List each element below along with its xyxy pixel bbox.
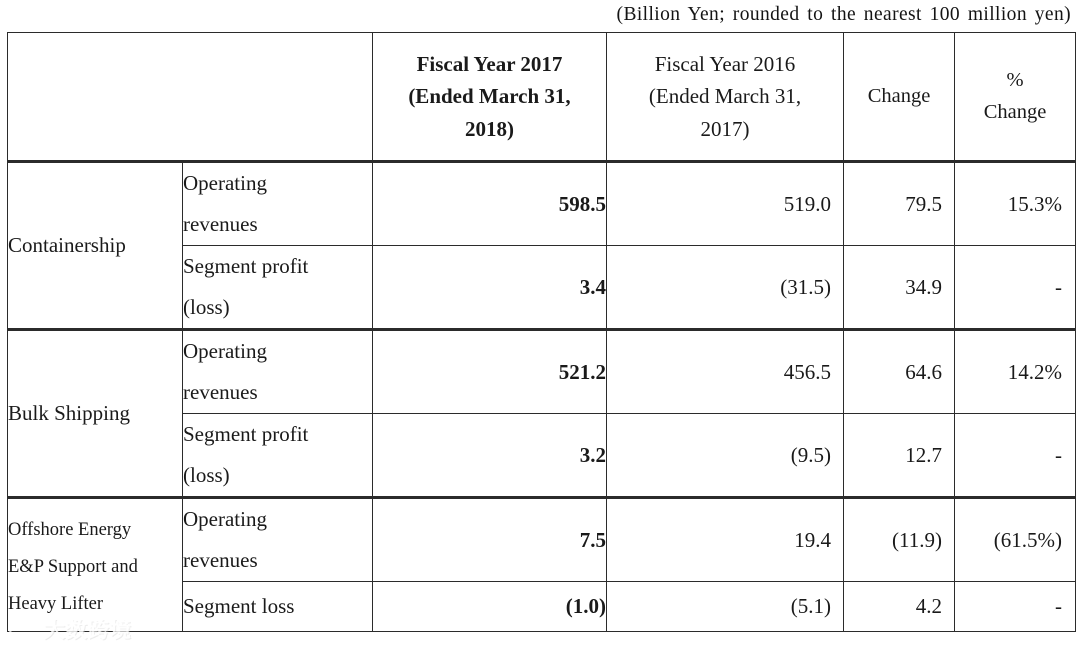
header-fy2017-line3: 2018) bbox=[465, 116, 514, 141]
item-label-line2: revenues bbox=[183, 548, 258, 572]
item-label-line1: Operating bbox=[183, 171, 267, 196]
segment-results-table bbox=[7, 32, 1076, 632]
value-pct-change: 14.2% bbox=[955, 330, 1076, 414]
value-fy2016: (9.5) bbox=[607, 414, 844, 498]
value-fy2017: 7.5 bbox=[373, 498, 607, 582]
item-label bbox=[183, 498, 373, 582]
value-pct-change: - bbox=[955, 414, 1076, 498]
segment-name-line3: Heavy Lifter bbox=[8, 594, 104, 614]
value-fy2017: 521.2 bbox=[373, 330, 607, 414]
value-change: 79.5 bbox=[844, 162, 955, 246]
segment-name-line2: E&P Support and bbox=[8, 557, 138, 577]
segment-name-offshore-energy bbox=[8, 498, 183, 632]
header-segment-cell bbox=[8, 33, 373, 162]
value-pct-change: (61.5%) bbox=[955, 498, 1076, 582]
item-label bbox=[183, 246, 373, 330]
item-label bbox=[183, 162, 373, 246]
header-fy2016-line2: (Ended March 31, bbox=[648, 84, 802, 109]
table-caption bbox=[0, 0, 1075, 30]
table-header-row bbox=[8, 33, 1076, 162]
value-change: (11.9) bbox=[844, 498, 955, 582]
item-label-line2: (loss) bbox=[183, 463, 230, 487]
item-label-line1: Segment profit bbox=[183, 254, 309, 279]
financial-table-container bbox=[7, 32, 1075, 632]
item-label-line1: Operating bbox=[183, 339, 267, 364]
item-label-line2: revenues bbox=[183, 212, 258, 236]
segment-name-containership: Containership bbox=[8, 162, 183, 330]
header-change bbox=[844, 33, 955, 162]
value-fy2017: 598.5 bbox=[373, 162, 607, 246]
item-label-line1: Segment loss bbox=[183, 594, 295, 619]
header-pct-change-line1: % bbox=[1006, 68, 1024, 91]
header-fy2016-line3: 2017) bbox=[700, 116, 750, 141]
value-fy2016: (31.5) bbox=[607, 246, 844, 330]
header-pct-change bbox=[955, 33, 1076, 162]
value-pct-change: - bbox=[955, 246, 1076, 330]
caption-text: (Billion Yen; rounded to the nearest 100 million yen) bbox=[616, 4, 1071, 25]
watermark-text: 大数跨境 bbox=[44, 618, 132, 642]
table-row bbox=[8, 330, 1076, 414]
value-change: 12.7 bbox=[844, 414, 955, 498]
value-fy2017: (1.0) bbox=[373, 582, 607, 632]
item-label bbox=[183, 330, 373, 414]
item-label bbox=[183, 414, 373, 498]
value-change: 4.2 bbox=[844, 582, 955, 632]
value-change: 34.9 bbox=[844, 246, 955, 330]
header-fy2016 bbox=[607, 33, 844, 162]
value-pct-change: 15.3% bbox=[955, 162, 1076, 246]
table-row bbox=[8, 498, 1076, 582]
value-pct-change: - bbox=[955, 582, 1076, 632]
value-change: 64.6 bbox=[844, 330, 955, 414]
header-change-label: Change bbox=[867, 84, 931, 107]
table-row bbox=[8, 162, 1076, 246]
item-label-line1: Segment profit bbox=[183, 422, 309, 447]
item-label bbox=[183, 582, 373, 632]
item-label-line1: Operating bbox=[183, 507, 267, 532]
header-fy2017-line2: (Ended March 31, bbox=[408, 84, 571, 109]
item-label-line2: revenues bbox=[183, 380, 258, 404]
value-fy2016: 519.0 bbox=[607, 162, 844, 246]
value-fy2016: (5.1) bbox=[607, 582, 844, 632]
header-fy2016-line1: Fiscal Year 2016 bbox=[654, 51, 796, 76]
value-fy2017: 3.2 bbox=[373, 414, 607, 498]
segment-name-bulk-shipping: Bulk Shipping bbox=[8, 330, 183, 498]
header-fy2017-line1: Fiscal Year 2017 bbox=[416, 51, 563, 76]
header-fy2017 bbox=[373, 33, 607, 162]
value-fy2017: 3.4 bbox=[373, 246, 607, 330]
item-label-line2: (loss) bbox=[183, 295, 230, 319]
value-fy2016: 456.5 bbox=[607, 330, 844, 414]
segment-name-line1: Offshore Energy bbox=[8, 520, 132, 540]
header-pct-change-line2: Change bbox=[983, 100, 1047, 123]
value-fy2016: 19.4 bbox=[607, 498, 844, 582]
